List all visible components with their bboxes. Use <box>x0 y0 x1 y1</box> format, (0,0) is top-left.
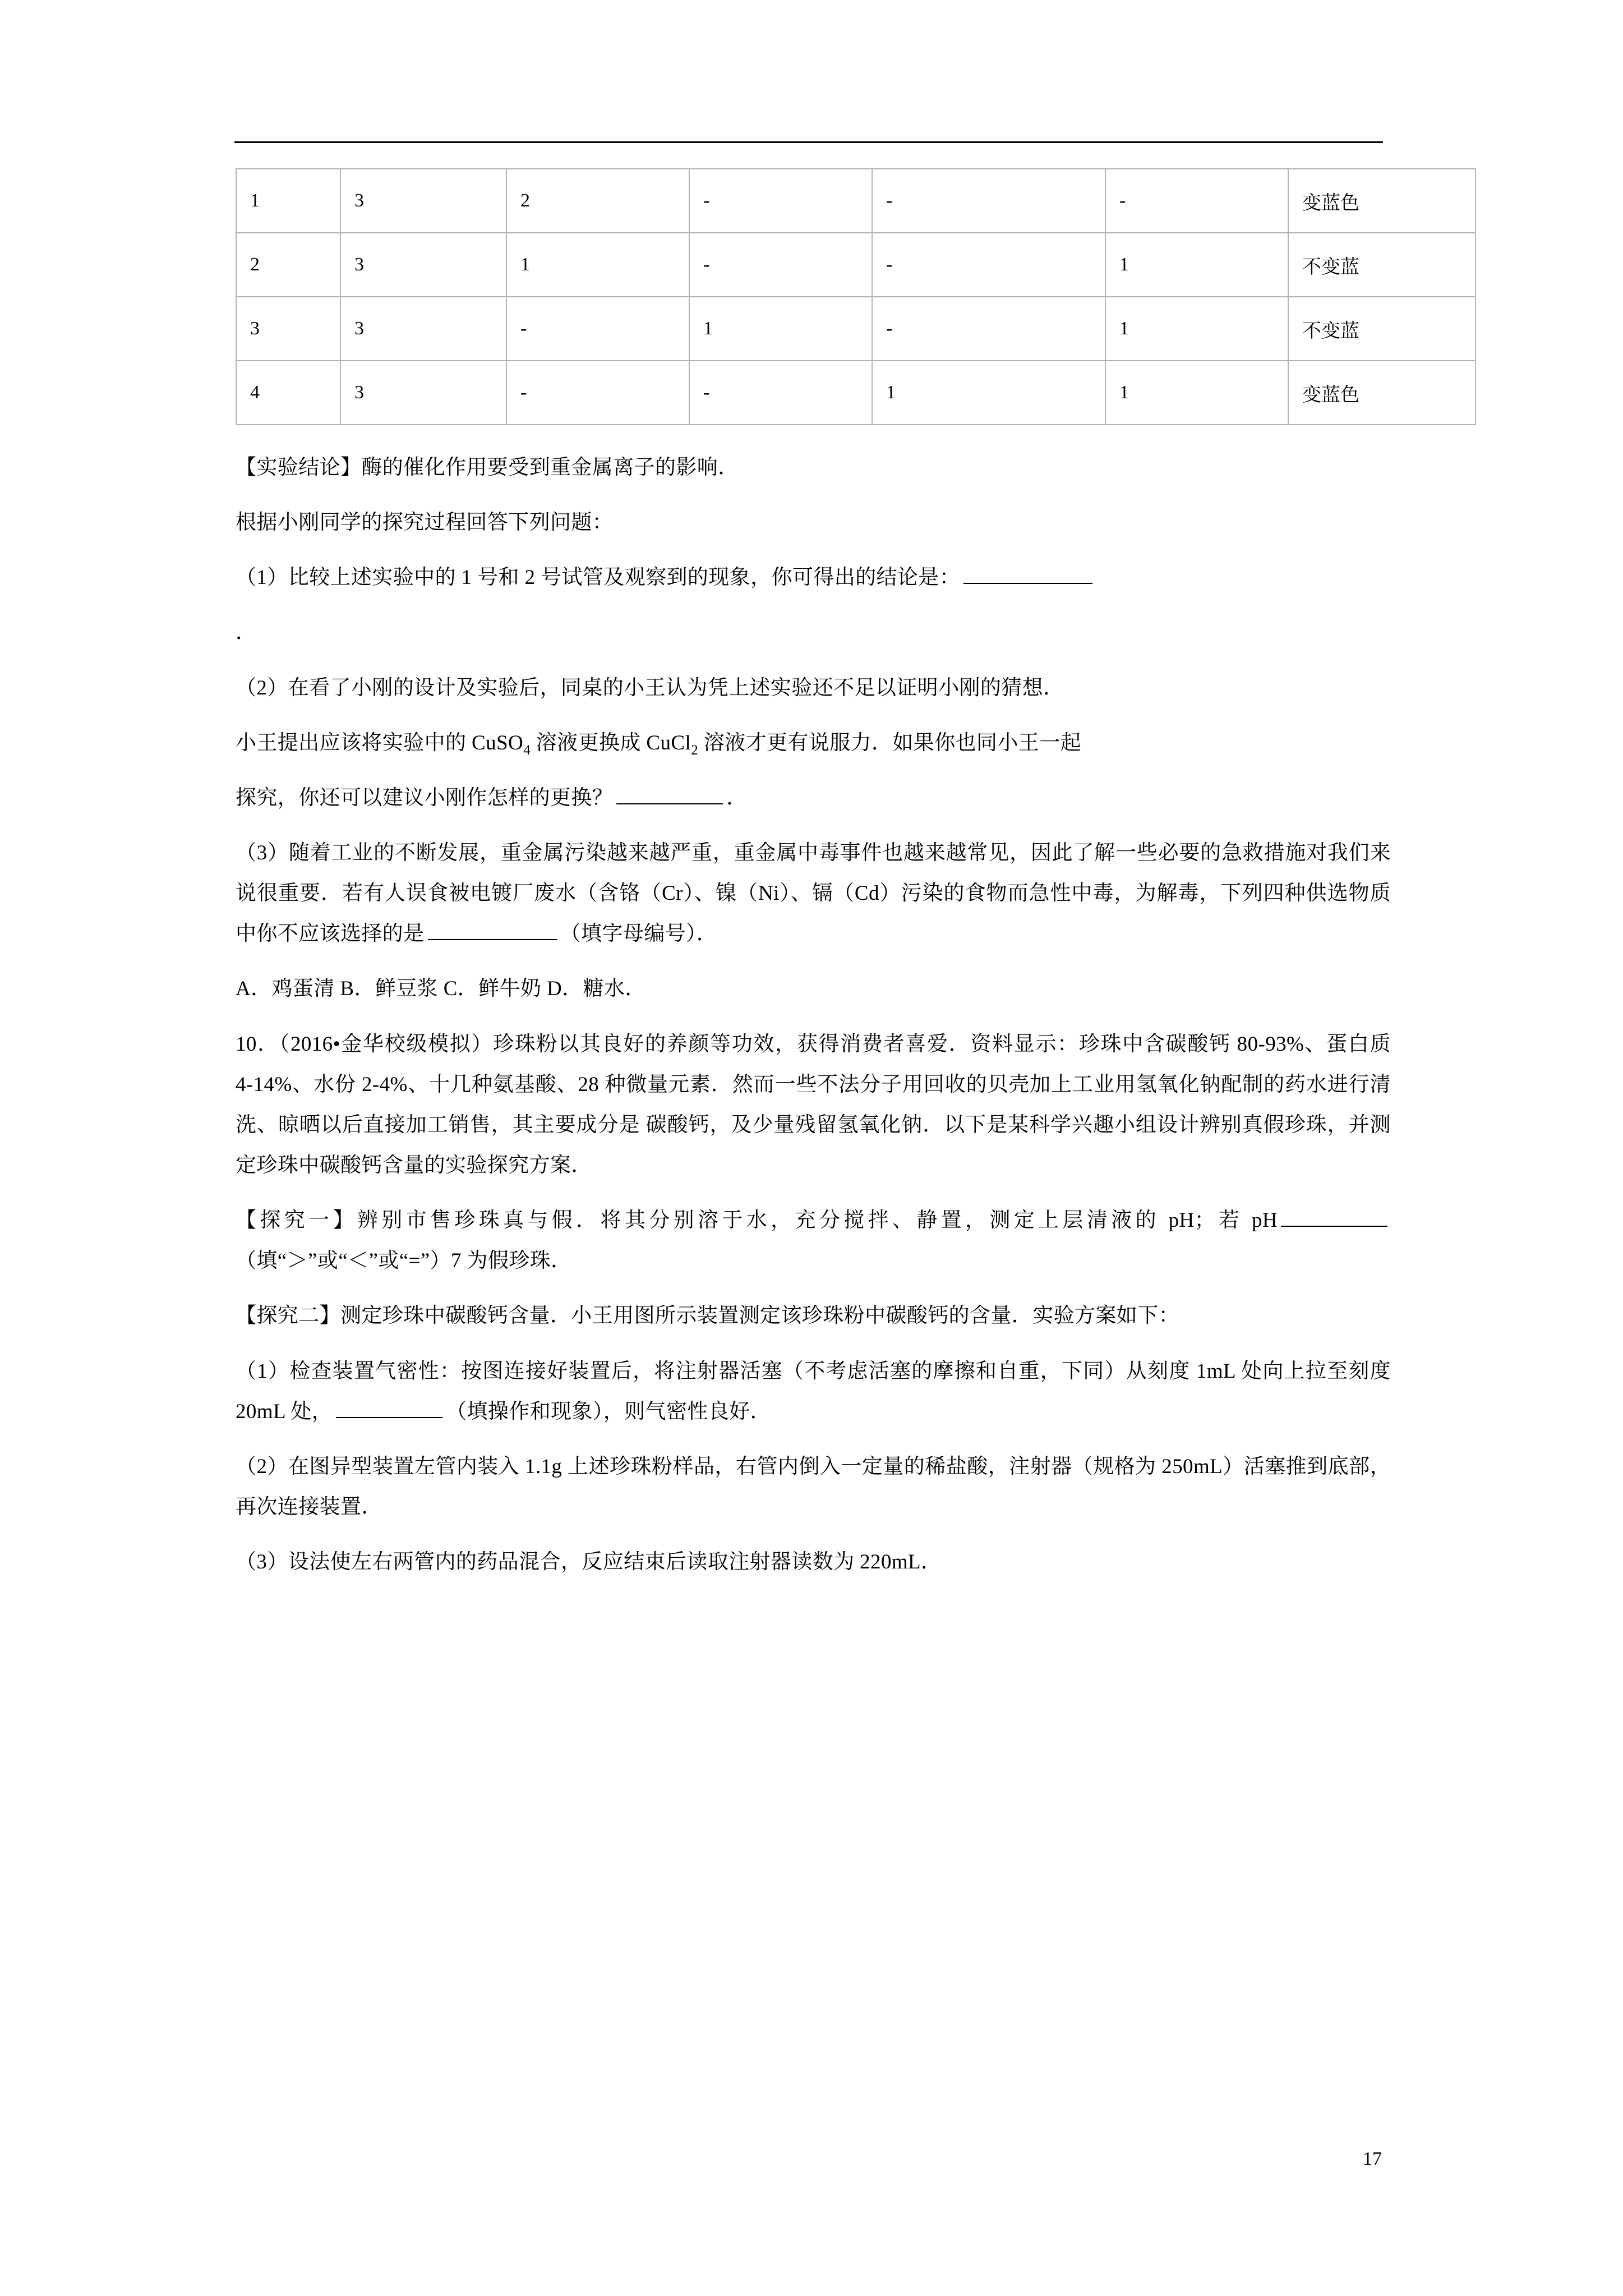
table-cell: - <box>506 361 689 425</box>
step-1-text-a: （1）检查装置气密性：按图连接好装置后，将注射器活塞（不考虑活塞的摩擦和自重，下同）从刻度 1mL 处向上拉至刻度 20mL 处， <box>236 1359 1391 1423</box>
table-cell: 1 <box>1105 297 1288 361</box>
q2-sub-1: 4 <box>523 742 531 758</box>
table-cell: 3 <box>236 297 340 361</box>
table-cell: - <box>872 233 1105 297</box>
q3-text-a: （3）随着工业的不断发展，重金属污染越来越严重，重金属中毒事件也越来越常见，因此了解一些必要的急救措施对我们来说很重要．若有人误食被电镀厂废水（含铬（Cr）、镍（Ni）、镉（Cd）污染的食物而急性中毒，为解毒，下列四种供选物质中你不应该选择的是 <box>236 841 1391 946</box>
table-cell: 变蓝色 <box>1288 169 1476 233</box>
question-1-text: （1）比较上述实验中的 1 号和 2 号试管及观察到的现象，你可得出的结论是： <box>236 566 961 590</box>
q2-text-c: 溶液才更有说服力．如果你也同小王一起 <box>698 731 1082 754</box>
question-2-line-3 <box>236 778 1391 818</box>
q2-text-e: ． <box>726 786 748 809</box>
inquiry-two-step-3: （3）设法使左右两管内的药品混合，反应结束后读取注射器读数为 220mL． <box>236 1550 942 1574</box>
inquiry-two: 【探究二】测定珍珠中碳酸钙含量．小王用图所示装置测定该珍珠粉中碳酸钙的含量．实验方案如下： <box>236 1304 1179 1328</box>
table-cell: 3 <box>340 233 506 297</box>
table-cell: 变蓝色 <box>1288 361 1476 425</box>
q2-sub-2: 2 <box>691 742 699 758</box>
question-3 <box>236 833 1391 954</box>
table-cell: 1 <box>1105 361 1288 425</box>
question-2-line-2 <box>236 723 1391 763</box>
table-cell: 3 <box>340 361 506 425</box>
table-cell: 1 <box>236 169 340 233</box>
answer-blank[interactable] <box>616 785 723 804</box>
question-2-line-1: （2）在看了小刚的设计及实验后，同桌的小王认为凭上述实验还不足以证明小刚的猜想． <box>236 676 1064 700</box>
table-cell: 1 <box>872 361 1105 425</box>
q2-text-d: 探究，你还可以建议小刚作怎样的更换？ <box>236 786 614 809</box>
table-cell: - <box>872 297 1105 361</box>
header-rule <box>234 141 1383 143</box>
question-1 <box>236 558 1391 598</box>
question-10: 10．（2016•金华校级模拟）珍珠粉以其良好的养颜等功效，获得消费者喜爱．资料显示：珍珠中含碳酸钙 80‑93%、蛋白质 4‑14%、水份 2‑4%、十几种氨基酸、28 种微量元素．然而一些不法分子用回收的贝壳加上工业用氢氧化钠配制的药水进行清洗、晾晒以后直接加工销售，其主要成分是 碳酸钙，及少量残留氢氧化钠．以下是某科学兴趣小组设计辨别真假珍珠，并测定珍珠中碳酸钙含量的实验探究方案． <box>236 1032 1391 1177</box>
table-cell: - <box>689 169 872 233</box>
table-cell: 4 <box>236 361 340 425</box>
answer-blank[interactable] <box>428 921 557 940</box>
inquiry-one-text-a: 【探究一】辨别市售珍珠真与假．将其分别溶于水，充分搅拌、静置，测定上层清液的 pH；若 pH <box>236 1209 1278 1232</box>
answer-blank[interactable] <box>1281 1207 1387 1227</box>
inquiry-one-text-b: （填“＞”或“＜”或“=”）7 为假珍珠． <box>236 1249 572 1273</box>
inquiry-two-step-1 <box>236 1351 1391 1432</box>
table-cell: - <box>1105 169 1288 233</box>
answer-blank[interactable] <box>963 564 1092 584</box>
table-cell: 2 <box>236 233 340 297</box>
table-cell: 1 <box>506 233 689 297</box>
table-cell: 不变蓝 <box>1288 297 1476 361</box>
question-1-end: ． <box>236 621 257 645</box>
q2-text-a: 小王提出应该将实验中的 CuSO <box>236 731 524 754</box>
table-row <box>236 297 1476 361</box>
table-cell: - <box>506 297 689 361</box>
lead-in-text: 根据小刚同学的探究过程回答下列问题： <box>236 511 614 535</box>
table-cell: 2 <box>506 169 689 233</box>
experiment-table <box>236 168 1476 425</box>
table-row <box>236 169 1476 233</box>
page-number: 17 <box>1363 2148 1382 2169</box>
table-row <box>236 361 1476 425</box>
experiment-conclusion: 【实验结论】酶的催化作用要受到重金属离子的影响． <box>236 456 739 479</box>
table-cell: 3 <box>340 297 506 361</box>
inquiry-two-step-2: （2）在图异型装置左管内装入 1.1g 上述珍珠粉样品，右管内倒入一定量的稀盐酸，注射器（规格为 250mL）活塞推到底部，再次连接装置． <box>236 1455 1391 1519</box>
question-3-options: A．鸡蛋清 B．鲜豆浆 C．鲜牛奶 D．糖水． <box>236 977 646 1001</box>
table-cell: - <box>872 169 1105 233</box>
table-cell: - <box>689 233 872 297</box>
table-cell: 1 <box>1105 233 1288 297</box>
q3-text-b: （填字母编号）． <box>560 922 718 946</box>
table-cell: 1 <box>689 297 872 361</box>
q2-text-b: 溶液更换成 CuCl <box>531 731 691 754</box>
answer-blank[interactable] <box>336 1398 442 1418</box>
inquiry-one <box>236 1200 1391 1281</box>
table-cell: 不变蓝 <box>1288 233 1476 297</box>
table-row <box>236 233 1476 297</box>
table-cell: - <box>689 361 872 425</box>
step-1-text-b: （填操作和现象），则气密性良好． <box>446 1400 771 1423</box>
table-cell: 3 <box>340 169 506 233</box>
page-content <box>236 168 1391 1582</box>
